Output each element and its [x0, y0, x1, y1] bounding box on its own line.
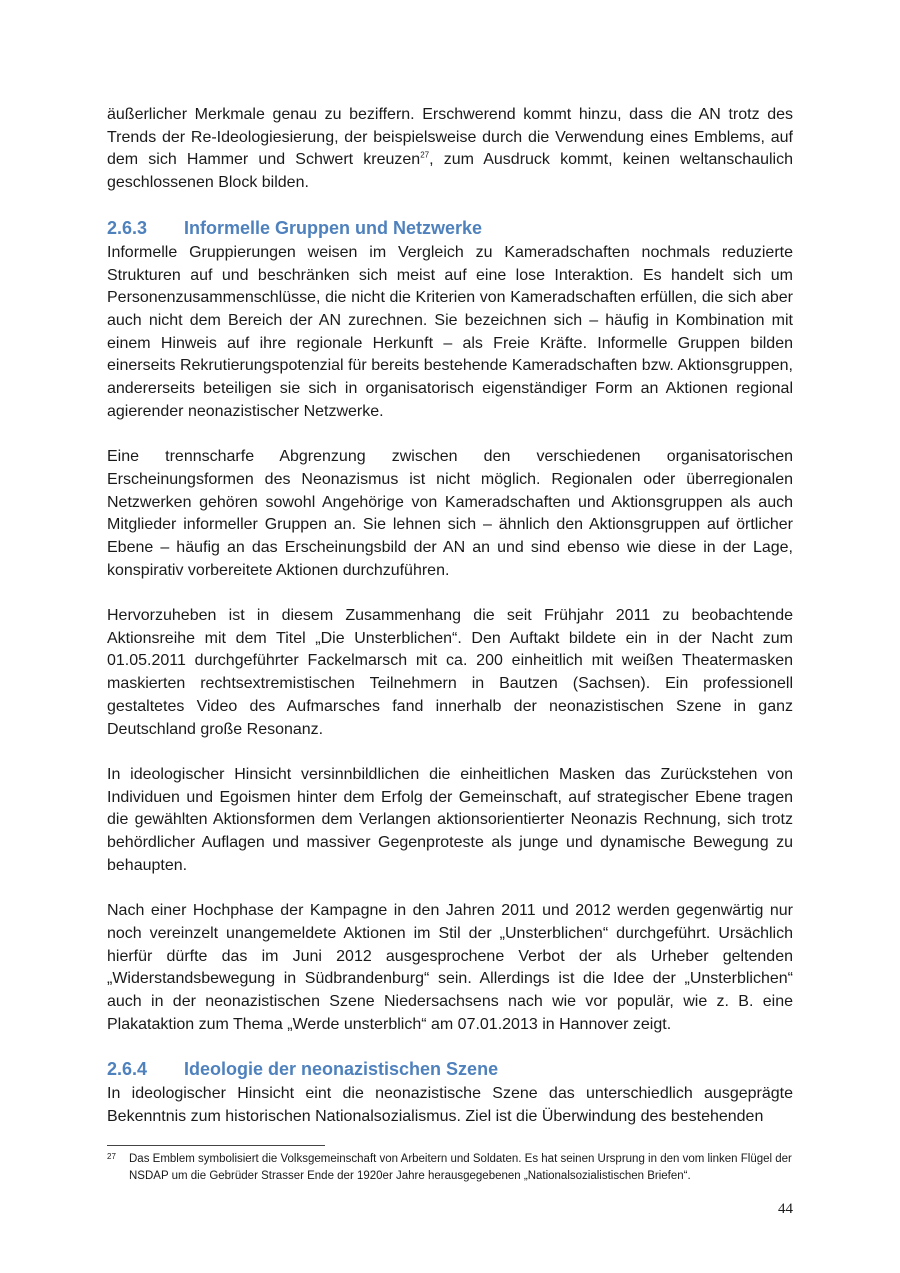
- paragraph: Eine trennscharfe Abgrenzung zwischen den verschiedenen organisatorischen Erscheinungsformen des Neonazismus ist nicht möglich. Regionalen oder überregionalen Netzwerken gehören sowohl Angehörige von Kameradschaften und Aktionsgruppen als auch Mitglieder informeller Gruppen an. Sie lehnen sich – ähnlich den Aktionsgruppen auf örtlicher Ebene – häufig an das Erscheinungsbild der AN an und sind ebenso wie diese in der Lage, konspirativ vorbereitete Aktionen durchzuführen.: [107, 448, 793, 579]
- intro-paragraph: [107, 104, 793, 195]
- section-title: Informelle Gruppen und Netzwerke: [184, 217, 483, 238]
- page-number: 44: [778, 1201, 793, 1217]
- paragraph: Nach einer Hochphase der Kampagne in den Jahren 2011 und 2012 werden gegenwärtig nur noch vereinzelt unangemeldete Aktionen im Stil der „Unsterblichen“ durchgeführt. Ursächlich hierfür dürfte das im Juni 2012 ausgesprochene Verbot der als Urheber geltenden „Widerstandsbewegung in Südbrandenburg“ sein. Allerdings ist die Idee der „Unsterblichen“ auch in der neonazistischen Szene Niedersachsens nach wie vor populär, wie z. B. eine Plakataktion zum Thema „Werde unsterblich“ am 07.01.2013 in Hannover zeigt.: [107, 902, 793, 1033]
- section-number: 2.6.3: [107, 217, 148, 238]
- footnote-text: Das Emblem symbolisiert die Volksgemeinschaft von Arbeitern und Soldaten. Es hat seinen Ursprung in den vom linken Flügel der NSDAP um die Gebrüder Strasser Ende der 1920er Jahre herausgegebenen „Nationalsozialistischen Briefen“.: [129, 1153, 792, 1182]
- paragraph: Hervorzuheben ist in diesem Zusammenhang die seit Frühjahr 2011 zu beobachtende Aktionsreihe mit dem Titel „Die Unsterblichen“. Den Auftakt bildete ein in der Nacht zum 01.05.2011 durchgeführter Fackelmarsch mit ca. 200 einheitlich mit weißen Theatermasken maskierten rechtsextremistischen Teilnehmern in Bautzen (Sachsen). Ein professionell gestaltetes Video des Aufmarsches fand innerhalb der neonazistischen Szene in ganz Deutschland große Resonanz.: [107, 607, 793, 738]
- footnote: [107, 1151, 793, 1185]
- section-number: 2.6.4: [107, 1059, 148, 1080]
- footnote-divider: [107, 1145, 325, 1146]
- paragraph: Informelle Gruppierungen weisen im Vergleich zu Kameradschaften nochmals reduzierte Strukturen auf und beschränken sich meist auf eine lose Interaktion. Es handelt sich um Personenzusammenschlüsse, die nicht die Kriterien von Kameradschaften erfüllen, die sich aber auch nicht dem Bereich der AN zurechnen. Sie bezeichnen sich – häufig in Kombination mit einem Hinweis auf ihre regionale Herkunft – als Freie Kräfte. Informelle Gruppen bilden einerseits Rekrutierungspotenzial für bereits bestehende Kameradschaften bzw. Aktionsgruppen, andererseits beteiligen sie sich in organisatorisch eigenständiger Form an Aktionen regional agierender neonazistischer Netzwerke.: [107, 243, 793, 420]
- section-title: Ideologie der neonazistischen Szene: [184, 1059, 499, 1080]
- footnote-number: 27: [107, 1152, 116, 1161]
- intro-text-part1: äußerlicher Merkmale genau zu beziffern. Erschwerend kommt hinzu, dass die AN trotz des Trends der Re-Ideologiesierung, der beispielsweise durch die Verwendung eines Emblems, auf dem sich Hammer und Schwert kreuzen: [107, 106, 793, 169]
- intro-text-part2: , zum Ausdruck kommt, keinen weltanschaulich geschlossenen Block bilden.: [107, 151, 793, 192]
- paragraph: In ideologischer Hinsicht versinnbildlichen die einheitlichen Masken das Zurückstehen von Individuen und Egoismen hinter dem Erfolg der Gemeinschaft, auf strategischer Ebene tragen die gewählten Aktionsformen dem Verlangen aktionsorientierter Neonazis Rechnung, sich trotz behördlicher Auflagen und massiver Gegenproteste als junge und dynamische Bewegung zu behaupten.: [107, 765, 793, 874]
- page-body: [107, 104, 793, 1129]
- footnote-reference[interactable]: 27: [420, 151, 430, 161]
- section-heading-2-6-3: [107, 216, 793, 240]
- paragraph: In ideologischer Hinsicht eint die neonazistische Szene das unterschiedlich ausgeprägte Bekenntnis zum historischen Nationalsozialismus. Ziel ist die Überwindung des bestehenden: [107, 1085, 793, 1126]
- section-heading-2-6-4: [107, 1057, 793, 1081]
